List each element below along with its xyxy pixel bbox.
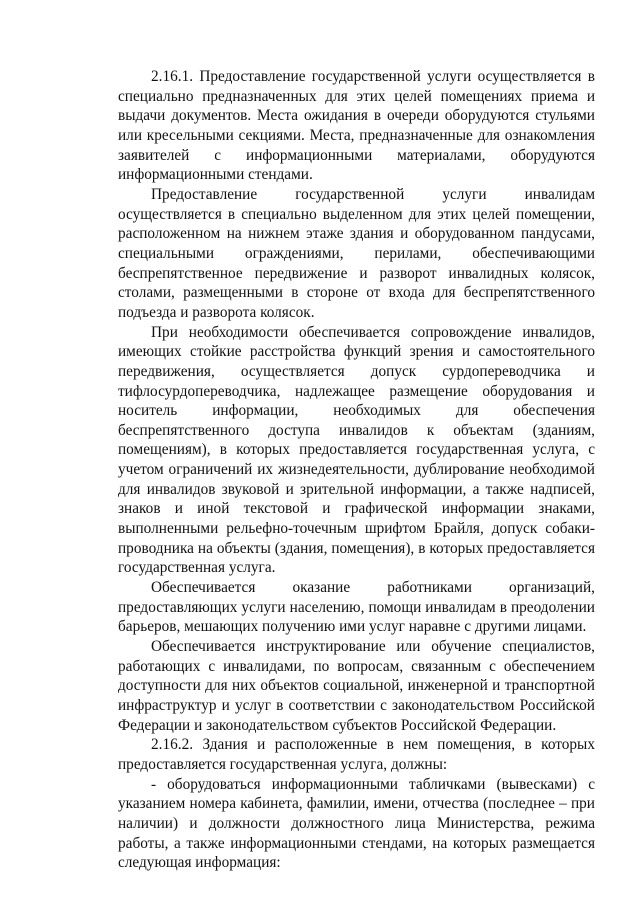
paragraph-assistance: Обеспечивается оказание работниками организаций, предоставляющих услуги населению, помощи инвалидам в преодолении барьеров, мешающих получению ими услуг наравне с другими лицами. (118, 579, 595, 636)
paragraph-2-16-1: 2.16.1. Предоставление государственной услуги осуществляется в специально предназначенных для этих целей помещениях приема и выдачи документов. Места ожидания в очереди оборудуются стульями или кресельными секциями. Места, предназначенные для ознакомления заявителей с информационными материалами, оборудуются информационными стендами. (118, 68, 595, 184)
paragraph-disabled-service-premises: Предоставление государственной услуги инвалидам осуществляется в специально выделенном для этих целей помещении, расположенном на нижнем этаже здания и оборудованном пандусами, специальными ограждениями, перилами, обеспечивающими беспрепятственное передвижение и разворот инвалидных колясок, столами, размещенными в стороне от входа для беспрепятственного подъезда и разворота колясок. (118, 185, 595, 321)
paragraph-instruction: Обеспечивается инструктирование или обучение специалистов, работающих с инвалидами, по вопросам, связанным с обеспечением доступности для них объектов социальной, инженерной и транспортной инфраструктур и услуг в соответствии с законодательством Российской Федерации и законодательством субъектов Российской Федерации. (118, 638, 595, 734)
paragraph-info-signs: - оборудоваться информационными табличками (вывесками) с указанием номера кабинета, фамилии, имени, отчества (последнее – при наличии) и должности должностного лица Министерства, режима работы, а также информационными стендами, на которых размещается следующая информация: (118, 775, 595, 872)
paragraph-2-16-2: 2.16.2. Здания и расположенные в нем помещения, в которых предоставляется государственная услуга, должны: (118, 736, 595, 773)
document-body (118, 67, 595, 873)
paragraph-accompaniment: При необходимости обеспечивается сопровождение инвалидов, имеющих стойкие расстройства функций зрения и самостоятельного передвижения, осуществляется допуск сурдопереводчика и тифлосурдопереводчика, надлежащее размещение оборудования и носитель информации, необходимых для обеспечения беспрепятственного доступа инвалидов к объектам (зданиям, помещениям), в которых предоставляется государственная услуга, с учетом ограничений их жизнедеятельности, дублирование необходимой для инвалидов звуковой и зрительной информации, а также надписей, знаков и иной текстовой и графической информации знаками, выполненными рельефно-точечным шрифтом Брайля, допуск собаки-проводника на объекты (здания, помещения), в которых предоставляется государственная услуга. (118, 323, 595, 577)
